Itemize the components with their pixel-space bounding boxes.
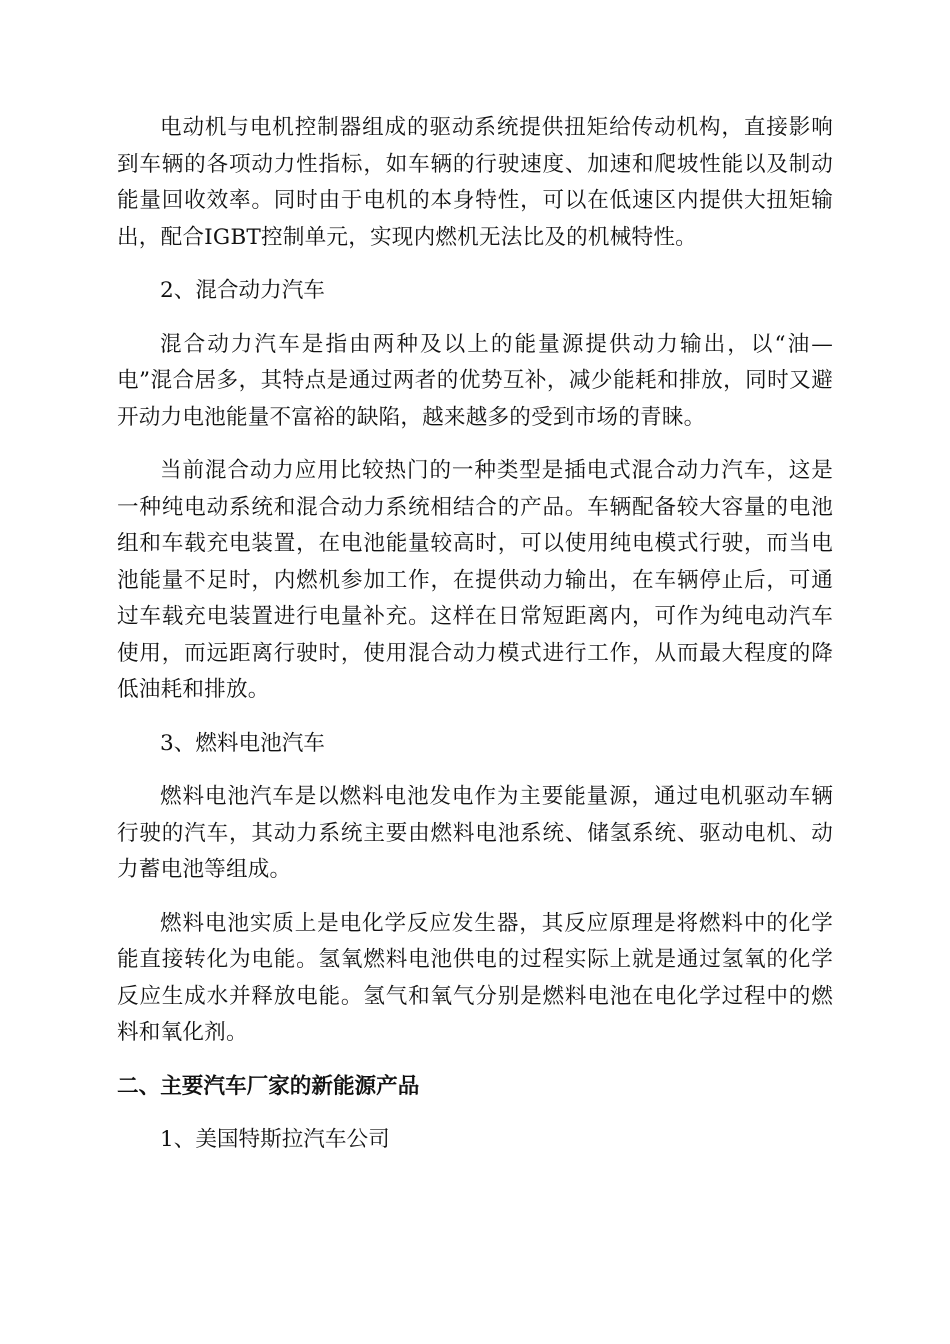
paragraph-hybrid-definition: 混合动力汽车是指由两种及以上的能量源提供动力输出，以“油—电”混合居多，其特点是通过两者的优势互补，减少能耗和排放，同时又避开动力电池能量不富裕的缺陷，越来越多的受到市场的青睐。	[117, 331, 833, 430]
paragraph-fuel-cell-definition: 燃料电池汽车是以燃料电池发电作为主要能量源，通过电机驱动车辆行驶的汽车，其动力系统主要由燃料电池系统、储氢系统、驱动电机、动力蓄电池等组成。	[117, 784, 833, 882]
subheading-tesla: 1、美国特斯拉汽车公司	[160, 1127, 390, 1152]
section-heading-manufacturers: 二、主要汽车厂家的新能源产品	[117, 1073, 420, 1099]
paragraph-plugin-hybrid: 当前混合动力应用比较热门的一种类型是插电式混合动力汽车，这是一种纯电动系统和混合动力系统相结合的产品。车辆配备较大容量的电池组和车载充电装置，在电池能量较高时，可以使用纯电模式行驶，而当电池能量不足时，内燃机参加工作，在提供动力输出，在车辆停止后，可通过车载充电装置进行电量补充。这样在日常短距离内，可作为纯电动汽车使用，而远距离行驶时，使用混合动力模式进行工作，从而最大程度的降低油耗和排放。	[117, 458, 833, 702]
paragraph-drive-system: 电动机与电机控制器组成的驱动系统提供扭矩给传动机构，直接影响到车辆的各项动力性指标，如车辆的行驶速度、加速和爬坡性能以及制动能量回收效率。同时由于电机的本身特性，可以在低速区内提供大扭矩输出，配合IGBT控制单元，实现内燃机无法比及的机械特性。	[117, 115, 833, 250]
paragraph-fuel-cell-principle: 燃料电池实质上是电化学反应发生器，其反应原理是将燃料中的化学能直接转化为电能。氢氧燃料电池供电的过程实际上就是通过氢氧的化学反应生成水并释放电能。氢气和氧气分别是燃料电池在电化学过程中的燃料和氧化剂。	[117, 910, 833, 1045]
document-page	[117, 110, 833, 1176]
subheading-hybrid-vehicle: 2、混合动力汽车	[160, 278, 325, 303]
subheading-fuel-cell-vehicle: 3、燃料电池汽车	[160, 730, 325, 756]
